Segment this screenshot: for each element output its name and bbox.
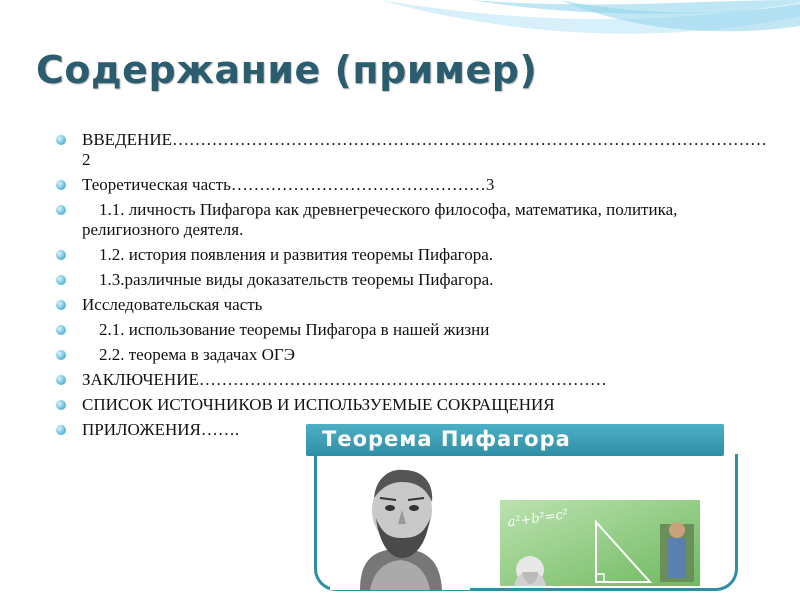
toc-item-2-1: 2.1. использование теоремы Пифагора в нашей жизни bbox=[56, 320, 756, 340]
pythagoras-poster bbox=[306, 424, 736, 596]
poster-banner-text: Теорема Пифагора bbox=[322, 427, 571, 451]
bullet-icon bbox=[56, 250, 66, 260]
pythagoras-bust-image bbox=[330, 458, 470, 590]
table-of-contents bbox=[56, 130, 767, 445]
toc-item-1-2: 1.2. история появления и развития теоремы Пифагора. bbox=[56, 245, 756, 265]
bullet-icon bbox=[56, 400, 66, 410]
toc-item-2-2: 2.2. теорема в задачах ОГЭ bbox=[56, 345, 756, 365]
toc-item-conclusion: ЗАКЛЮЧЕНИЕ……………………………………………………………… bbox=[56, 370, 756, 390]
bullet-icon bbox=[56, 300, 66, 310]
toc-item-research: Исследовательская часть bbox=[56, 295, 756, 315]
bullet-icon bbox=[56, 205, 66, 215]
toc-item-introduction: ВВЕДЕНИЕ……………………………………………………………………………………………2 bbox=[56, 130, 756, 170]
bullet-icon bbox=[56, 180, 66, 190]
bullet-icon bbox=[56, 325, 66, 335]
toc-item-theory: Теоретическая часть………………………………………3 bbox=[56, 175, 756, 195]
theorem-formula: a²+b²=c² bbox=[506, 507, 570, 531]
slide-title: Содержание (пример) bbox=[36, 48, 538, 92]
bullet-icon bbox=[56, 350, 66, 360]
poster-banner bbox=[306, 424, 724, 456]
theorem-proof-image bbox=[500, 500, 700, 586]
bullet-icon bbox=[56, 135, 66, 145]
bullet-icon bbox=[56, 275, 66, 285]
bullet-icon bbox=[56, 425, 66, 435]
toc-item-appendices: ПРИЛОЖЕНИЯ……. bbox=[56, 420, 756, 440]
bullet-icon bbox=[56, 375, 66, 385]
toc-item-1-1: 1.1. личность Пифагора как древнегреческого философа, математика, политика, религиозного деятеля. bbox=[56, 200, 756, 240]
toc-item-1-3: 1.3.различные виды доказательств теоремы Пифагора. bbox=[56, 270, 756, 290]
toc-item-sources: СПИСОК ИСТОЧНИКОВ И ИСПОЛЬЗУЕМЫЕ СОКРАЩЕНИЯ bbox=[56, 395, 756, 415]
